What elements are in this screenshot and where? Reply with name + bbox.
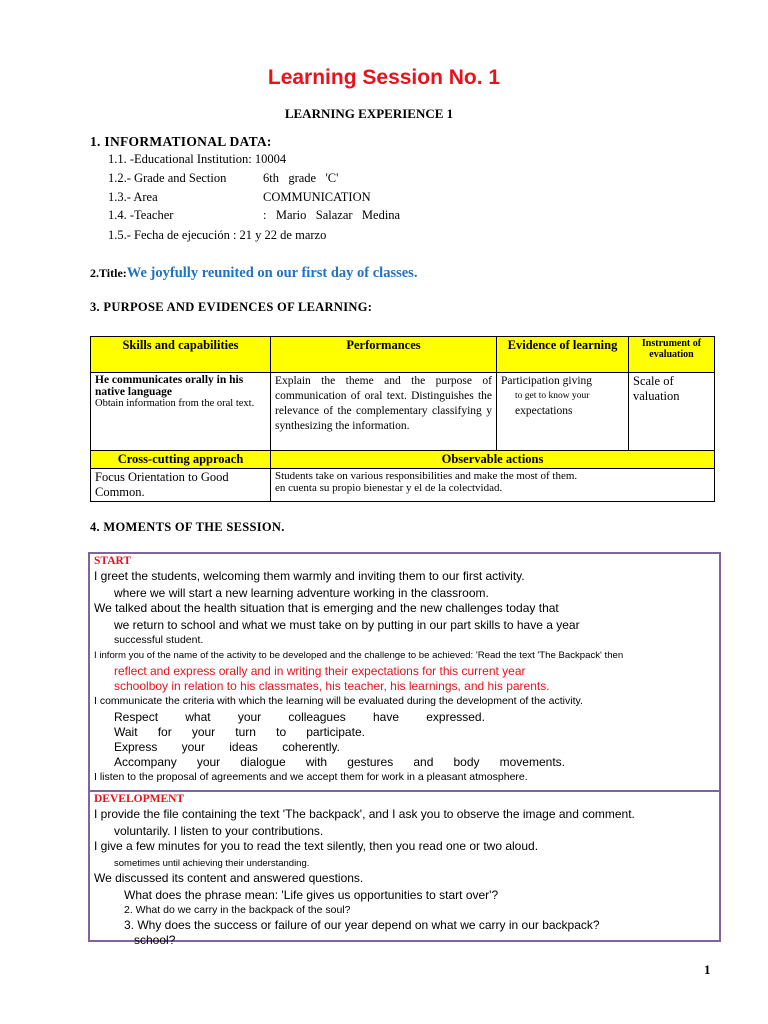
- evidence-line: expectations: [515, 405, 573, 417]
- info-label: 1.5.- Fecha de ejecución : 21 y 22 de marzo: [108, 228, 327, 242]
- development-box: [88, 790, 721, 947]
- info-value: COMMUNICATION: [263, 190, 371, 204]
- info-label: 1.2.- Grade and Section: [108, 171, 227, 185]
- observable-line: Students take on various responsibilities and make the most of them.: [275, 470, 578, 482]
- info-value: : Mario Salazar Medina: [263, 208, 401, 222]
- header-evidence: Evidence of learning: [497, 337, 629, 373]
- header-skills: Skills and capabilities: [91, 337, 271, 373]
- criteria-line: Accompany your dialogue with gestures and body movements.: [114, 755, 565, 769]
- question-line: What does the phrase mean: 'Life gives us opportunities to start over'?: [124, 888, 499, 902]
- criteria-line: Wait for your turn to participate.: [114, 725, 365, 739]
- cell-skills: [91, 373, 271, 451]
- info-label: 1.4. -Teacher: [108, 208, 174, 222]
- question-line: school?: [134, 933, 176, 947]
- moments-heading: 4. MOMENTS OF THE SESSION.: [90, 520, 285, 534]
- header-instrument: Instrument of evaluation: [629, 337, 715, 373]
- title-row: [90, 264, 417, 282]
- development-line: voluntarily. I listen to your contributions.: [114, 824, 324, 838]
- cell-observable: [271, 469, 715, 502]
- start-line: we return to school and what we must take on by putting in our part skills to have a year: [114, 618, 580, 632]
- evidence-line: to get to know your: [515, 391, 590, 401]
- purpose-table: [90, 336, 715, 502]
- info-label: 1.1. -Educational Institution: 10004: [108, 152, 287, 166]
- development-line: I give a few minutes for you to read the text silently, then you read one or two aloud.: [94, 839, 539, 853]
- development-line: I provide the file containing the text 'The backpack', and I ask you to observe the image and comment.: [94, 807, 635, 821]
- info-row-area: [108, 190, 528, 208]
- observable-line: en cuenta su propio bienestar y el de la colectvidad.: [275, 482, 503, 494]
- start-line: successful student.: [114, 634, 204, 646]
- skills-item: Obtain information from the oral text.: [95, 398, 255, 409]
- criteria-line: Express your ideas coherently.: [114, 740, 340, 754]
- challenge-line: reflect and express orally and in writing their expectations for this current year: [114, 664, 526, 678]
- development-line: sometimes until achieving their understanding.: [114, 858, 310, 869]
- start-line: I communicate the criteria with which the learning will be evaluated during the development of the activity.: [94, 695, 583, 707]
- info-row-date: [108, 228, 528, 246]
- start-label: START: [94, 555, 132, 567]
- session-topic: We joyfully reunited on our first day of classes.: [126, 265, 418, 281]
- question-line: 3. Why does the success or failure of our year depend on what we carry in our backpack?: [124, 918, 600, 932]
- development-line: We discussed its content and answered questions.: [94, 871, 364, 885]
- development-label: DEVELOPMENT: [94, 793, 185, 805]
- purpose-heading: 3. PURPOSE AND EVIDENCES OF LEARNING:: [90, 300, 373, 314]
- start-line: I greet the students, welcoming them warmly and inviting them to our first activity.: [94, 569, 525, 583]
- evidence-line: Participation giving: [501, 375, 593, 387]
- criteria-line: Respect what your colleagues have expressed.: [114, 710, 485, 724]
- start-box: [88, 552, 721, 792]
- skills-text: He communicates orally in his native language: [95, 374, 244, 398]
- challenge-line: schoolboy in relation to his classmates, his teacher, his learnings, and his parents.: [114, 679, 550, 693]
- start-line: I listen to the proposal of agreements and we accept them for work in a pleasant atmosphere.: [94, 771, 528, 783]
- header-cross-cutting: Cross-cutting approach: [91, 451, 271, 469]
- start-line: We talked about the health situation that is emerging and the new challenges today that: [94, 601, 559, 615]
- session-title: Learning Session No. 1: [267, 66, 501, 89]
- title-label: 2.Title:: [90, 266, 127, 280]
- info-value: 6th grade 'C': [263, 171, 339, 185]
- cell-instrument: Scale of valuation: [629, 373, 715, 451]
- page-number: 1: [704, 962, 711, 977]
- info-row-grade: [108, 171, 528, 189]
- start-line: where we will start a new learning adventure working in the classroom.: [114, 586, 489, 600]
- info-row-institution: [108, 152, 528, 170]
- informational-data-heading: 1. INFORMATIONAL DATA:: [90, 134, 272, 149]
- cell-performance: Explain the theme and the purpose of communication of oral text. Distinguishes the relevance of the complementary classifying y synthesizing the information.: [271, 373, 497, 451]
- learning-experience-subtitle: LEARNING EXPERIENCE 1: [284, 106, 454, 121]
- info-label: 1.3.- Area: [108, 190, 158, 204]
- cell-cross-value: Focus Orientation to Good Common.: [91, 469, 271, 502]
- question-line: 2. What do we carry in the backpack of the soul?: [124, 904, 351, 916]
- cell-evidence: [497, 373, 629, 451]
- header-performances: Performances: [271, 337, 497, 373]
- header-observable: Observable actions: [271, 451, 715, 469]
- start-line: I inform you of the name of the activity to be developed and the challenge to be achieved: 'Read the text 'The Backpack' then: [94, 650, 624, 661]
- info-row-teacher: [108, 208, 528, 226]
